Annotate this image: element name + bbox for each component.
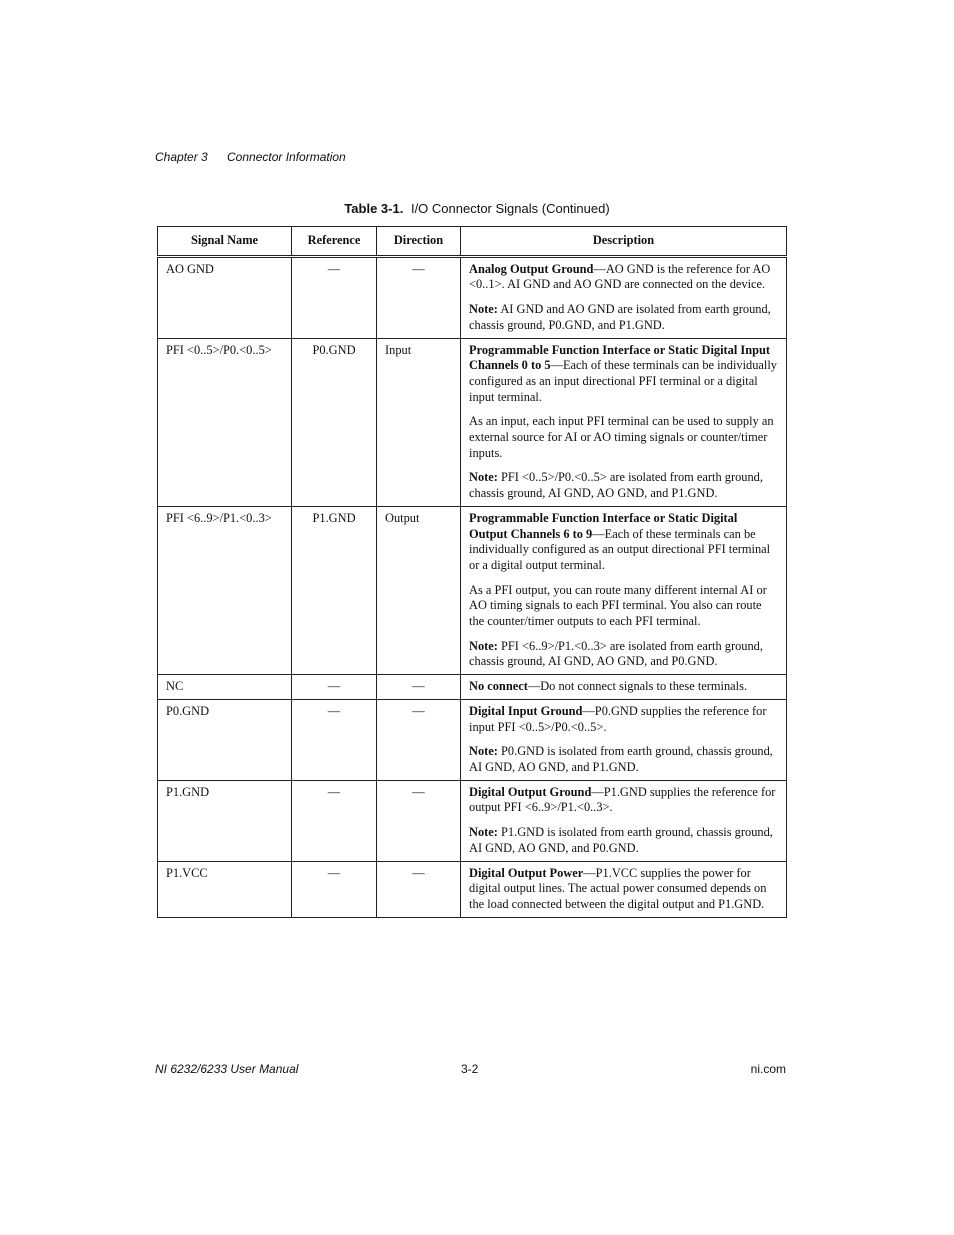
description-cell <box>461 699 787 780</box>
reference-cell: P1.GND <box>292 506 377 674</box>
direction-cell: — <box>377 256 461 338</box>
reference-cell: — <box>292 675 377 700</box>
description-paragraph <box>469 866 778 913</box>
description-paragraph <box>469 511 778 574</box>
direction-cell: Output <box>377 506 461 674</box>
description-text: —Do not connect signals to these terminals. <box>527 679 748 694</box>
page-header <box>155 150 346 164</box>
signal-name-cell: P0.GND <box>158 699 292 780</box>
section-title: Connector Information <box>227 150 346 164</box>
description-paragraph <box>469 470 778 501</box>
description-text: —Each of these terminals can be individually configured as an input directional PFI terminal or a digital input terminal. <box>469 358 777 404</box>
description-term: Programmable Function Interface or Static Digital Input Channels 0 to 5 <box>469 342 771 373</box>
description-paragraph <box>469 785 778 816</box>
description-paragraph <box>469 343 778 406</box>
description-cell <box>461 861 787 917</box>
table-title: I/O Connector Signals (Continued) <box>410 201 610 216</box>
table-row <box>158 780 787 861</box>
description-paragraph <box>469 639 778 670</box>
description-paragraph <box>469 302 778 333</box>
description-text: PFI <0..5>/P0.<0..5> are isolated from earth ground, chassis ground, AI GND, AO GND, and P1.GND. <box>469 470 763 501</box>
table-body <box>158 256 787 917</box>
description-cell <box>461 780 787 861</box>
description-term: Note: <box>469 470 498 485</box>
description-cell <box>461 256 787 338</box>
description-paragraph <box>469 744 778 775</box>
column-header-direction: Direction <box>377 227 461 257</box>
io-connector-signals-table <box>157 226 787 918</box>
description-text: As a PFI output, you can route many different internal AI or AO timing signals to each PFI terminal. You also can route the counter/timer outputs to each PFI terminal. <box>469 582 767 629</box>
description-cell <box>461 675 787 700</box>
description-cell <box>461 506 787 674</box>
description-term: No connect <box>469 679 528 694</box>
column-header-description: Description <box>461 227 787 257</box>
table-caption <box>0 201 954 216</box>
description-text: —P0.GND supplies the reference for input PFI <0..5>/P0.<0..5>. <box>469 703 767 734</box>
description-paragraph <box>469 679 778 695</box>
reference-cell: P0.GND <box>292 338 377 506</box>
table-header-row <box>158 227 787 257</box>
description-term: Analog Output Ground <box>469 261 594 276</box>
direction-cell: — <box>377 861 461 917</box>
description-text: P1.GND is isolated from earth ground, chassis ground, AI GND, AO GND, and P0.GND. <box>469 825 773 855</box>
description-text: —Each of these terminals can be individually configured as an output directional PFI terminal or a digital output terminal. <box>469 526 771 572</box>
direction-cell: Input <box>377 338 461 506</box>
description-text: —P1.VCC supplies the power for digital output lines. The actual power consumed depends on the load connected between the digital output and P1.GND. <box>469 865 767 911</box>
description-paragraph <box>469 583 778 630</box>
manual-title: NI 6232/6233 User Manual <box>155 1062 299 1076</box>
description-paragraph <box>469 704 778 735</box>
description-term: Note: <box>469 638 498 653</box>
page-number: 3-2 <box>461 1062 479 1076</box>
description-term: Digital Input Ground <box>469 703 583 718</box>
table-row <box>158 699 787 780</box>
website-link[interactable]: ni.com <box>750 1062 786 1076</box>
reference-cell: — <box>292 861 377 917</box>
signal-name-cell: P1.GND <box>158 780 292 861</box>
description-text: —AO GND is the reference for AO <0..1>. AI GND and AO GND are connected on the device. <box>469 261 771 292</box>
description-paragraph <box>469 825 778 856</box>
description-paragraph <box>469 262 778 293</box>
signal-name-cell: PFI <6..9>/P1.<0..3> <box>158 506 292 674</box>
table-row <box>158 861 787 917</box>
description-term: Digital Output Ground <box>469 784 592 799</box>
description-term: Note: <box>469 744 498 759</box>
direction-cell: — <box>377 780 461 861</box>
table-row <box>158 256 787 338</box>
direction-cell: — <box>377 699 461 780</box>
column-header-reference: Reference <box>292 227 377 257</box>
reference-cell: — <box>292 780 377 861</box>
direction-cell: — <box>377 675 461 700</box>
reference-cell: — <box>292 256 377 338</box>
description-term: Programmable Function Interface or Static Digital Output Channels 6 to 9 <box>469 510 738 541</box>
signal-name-cell: P1.VCC <box>158 861 292 917</box>
description-text: As an input, each input PFI terminal can be used to supply an external source for AI or AO timing signals or counter/timer inputs. <box>469 414 774 460</box>
description-text: PFI <6..9>/P1.<0..3> are isolated from earth ground, chassis ground, AI GND, AO GND, and P0.GND. <box>469 638 763 669</box>
table-row <box>158 675 787 700</box>
chapter-label: Chapter 3 <box>155 150 208 164</box>
table-number: Table 3-1. <box>344 201 404 216</box>
description-term: Note: <box>469 302 498 317</box>
signal-name-cell: PFI <0..5>/P0.<0..5> <box>158 338 292 506</box>
description-cell <box>461 338 787 506</box>
signal-name-cell: NC <box>158 675 292 700</box>
table-row <box>158 506 787 674</box>
table-row <box>158 338 787 506</box>
signal-name-cell: AO GND <box>158 256 292 338</box>
reference-cell: — <box>292 699 377 780</box>
description-text: AI GND and AO GND are isolated from earth ground, chassis ground, P0.GND, and P1.GND. <box>469 302 771 332</box>
description-term: Note: <box>469 825 498 840</box>
column-header-signal-name: Signal Name <box>158 227 292 257</box>
description-text: —P1.GND supplies the reference for output PFI <6..9>/P1.<0..3>. <box>469 784 776 815</box>
description-paragraph <box>469 414 778 461</box>
description-term: Digital Output Power <box>469 865 584 880</box>
description-text: P0.GND is isolated from earth ground, chassis ground, AI GND, AO GND, and P1.GND. <box>469 744 773 774</box>
